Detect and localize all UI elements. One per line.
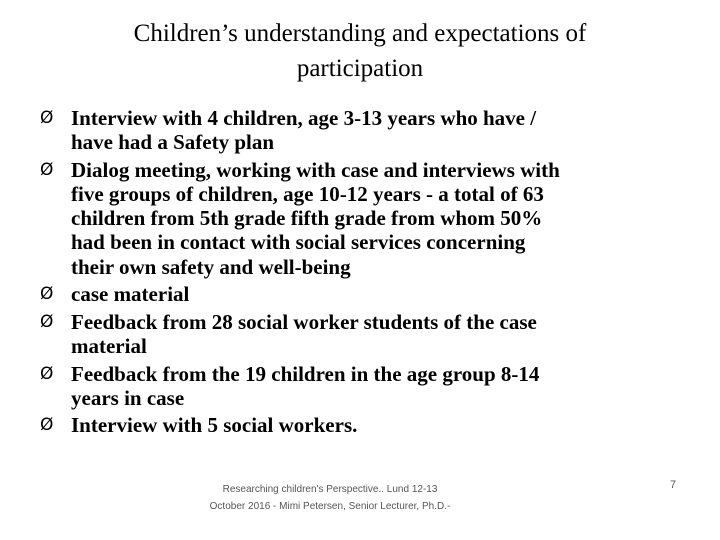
page-number: 7 — [669, 479, 677, 491]
bullet-text-line: material — [71, 334, 147, 358]
bullet-item — [40, 158, 680, 279]
arrow-bullet-icon: Ø — [40, 363, 54, 384]
arrow-bullet-icon: Ø — [40, 108, 54, 128]
arrow-bullet-icon: Ø — [40, 284, 54, 305]
footer-line: October 2016 - Mimi Petersen, Senior Lecturer, Ph.D.- — [209, 501, 451, 512]
slide-title — [60, 16, 660, 86]
bullet-item — [40, 106, 680, 154]
arrow-bullet-icon: Ø — [40, 311, 54, 332]
bullet-text-line: their own safety and well-being — [71, 254, 351, 279]
bullet-text-line: case material — [71, 282, 190, 307]
bullet-text-line: Interview with 4 children, age 3-13 years who have / — [71, 106, 537, 130]
bullet-text-line: Feedback from the 19 children in the age group 8-14 — [71, 361, 540, 386]
bullet-text-line: years in case — [71, 385, 185, 410]
bullet-text-line: had been in contact with social services concerning — [71, 230, 526, 255]
bullet-text-line: children from 5th grade fifth grade from whom 50% — [71, 206, 543, 231]
bullet-item — [40, 310, 680, 358]
bullet-item — [40, 413, 680, 437]
slide-title-line: Children’s understanding and expectations of — [133, 20, 587, 47]
bullet-item — [40, 362, 680, 410]
arrow-bullet-icon: Ø — [40, 159, 54, 180]
bullet-text-line: five groups of children, age 10-12 years - a total of 63 — [71, 182, 544, 206]
slide-title-line: participation — [296, 55, 424, 82]
bullet-text-line: have had a Safety plan — [71, 130, 275, 155]
slide-footer — [200, 481, 460, 515]
arrow-bullet-icon: Ø — [40, 415, 54, 436]
bullet-item — [40, 282, 680, 306]
bullet-list — [40, 106, 680, 441]
bullet-text-line: Dialog meeting, working with case and interviews with — [71, 157, 560, 182]
bullet-text-line: Interview with 5 social workers. — [71, 413, 358, 438]
bullet-text-line: Feedback from 28 social worker students of the case — [71, 309, 537, 334]
footer-line: Researching children's Perspective.. Lund 12-13 — [222, 484, 438, 495]
